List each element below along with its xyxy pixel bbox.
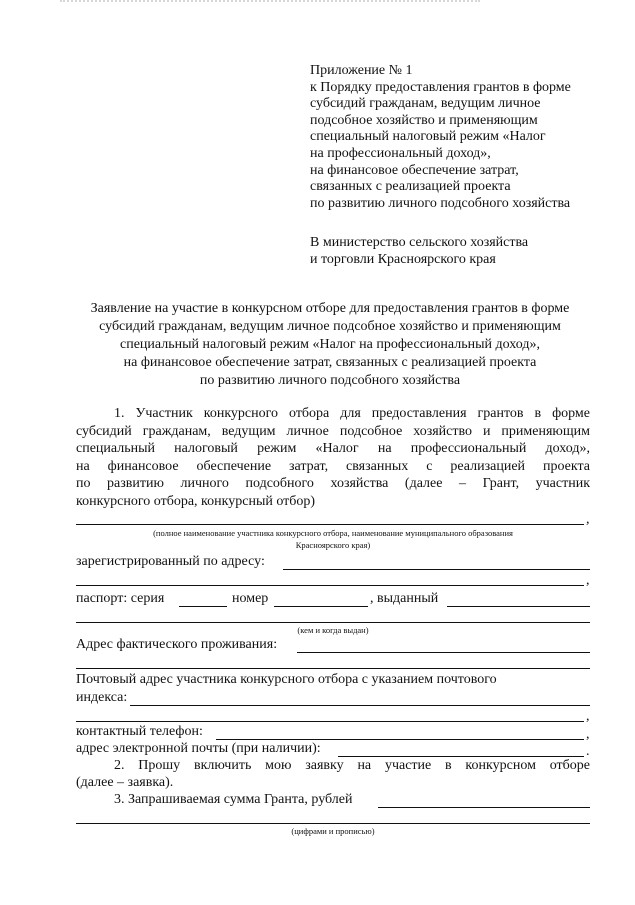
appendix-line: связанных с реализацией проекта: [310, 179, 511, 195]
actual-address-field[interactable]: [297, 652, 590, 653]
addressee: [310, 235, 610, 268]
actual-address-label: Адрес фактического проживания:: [76, 637, 278, 652]
title-line: Заявление на участие в конкурсном отборе для предоставления грантов в форме: [90, 301, 570, 316]
phone-field[interactable]: [216, 739, 584, 740]
comma: ,: [586, 573, 590, 588]
grant-amount-caption: (цифрами и прописью): [291, 826, 375, 836]
paragraph-line: конкурсного отбора, конкурсный отбор): [76, 493, 316, 509]
paragraph-1: [76, 405, 590, 510]
passport-number-label: номер: [232, 591, 269, 606]
title-line: специальный налоговый режим «Налог на профессиональный доход»,: [120, 337, 540, 352]
grant-amount-field[interactable]: [378, 807, 590, 808]
paragraph-line: по развитию личного подсобного хозяйства (далее – Грант, участник: [76, 476, 590, 491]
title-line: по развитию личного подсобного хозяйства: [199, 373, 461, 388]
comma: ,: [586, 512, 590, 527]
passport-number-field[interactable]: [274, 606, 368, 607]
document-title: [60, 300, 600, 390]
appendix-line: на профессиональный доход»,: [310, 145, 491, 161]
actual-address-field-2[interactable]: [76, 668, 590, 669]
passport-issued-field[interactable]: [447, 606, 590, 607]
grant-amount-label: 3. Запрашиваемая сумма Гранта, рублей: [114, 792, 353, 807]
passport-series-label: паспорт: серия: [76, 591, 165, 606]
grant-amount-field-2[interactable]: [76, 823, 590, 824]
postal-index-label: индекса:: [76, 690, 128, 705]
paragraph-line: субсидий гражданам, ведущим личное подсобное хозяйство и применяющим: [76, 423, 590, 439]
paragraph-2-line: (далее – заявка).: [76, 775, 174, 790]
postal-address-field[interactable]: [130, 705, 590, 706]
scan-artifact: [60, 0, 480, 6]
appendix-line: специальный налоговый режим «Налог: [310, 129, 546, 145]
appendix-line: к Порядку предоставления грантов в форме: [310, 79, 571, 95]
email-field[interactable]: [338, 756, 584, 757]
comma: ,: [586, 709, 590, 724]
appendix-line: по развитию личного подсобного хозяйства: [310, 195, 571, 211]
passport-issued-field-2[interactable]: [76, 622, 590, 623]
addressee-line: В министерство сельского хозяйства: [310, 235, 529, 250]
paragraph-line: 1. Участник конкурсного отбора для предоставления грантов в форме: [114, 406, 590, 421]
appendix-header: [310, 63, 610, 212]
participant-caption: (полное наименование участника конкурсного отбора, наименование муниципального образования: [153, 528, 513, 538]
passport-series-field[interactable]: [179, 606, 227, 607]
appendix-line: подсобное хозяйство и применяющим: [310, 112, 538, 128]
paragraph-2-line: 2. Прошу включить мою заявку на участие в конкурсном отборе: [114, 758, 590, 773]
passport-issued-label: , выданный: [370, 591, 439, 606]
addressee-line: и торговли Красноярского края: [310, 251, 496, 267]
registered-address-label: зарегистрированный по адресу:: [76, 554, 265, 569]
appendix-line: Приложение № 1: [310, 63, 413, 78]
issued-caption: (кем и когда выдан): [297, 625, 369, 635]
paragraph-line: специальный налоговый режим «Налог на профессиональный доход»,: [76, 441, 590, 456]
appendix-line: субсидий гражданам, ведущим личное: [310, 96, 541, 112]
title-line: субсидий гражданам, ведущим личное подсобное хозяйство и применяющим: [99, 319, 561, 334]
participant-name-field[interactable]: [76, 524, 584, 525]
email-label: адрес электронной почты (при наличии):: [76, 741, 321, 756]
registered-address-field-2[interactable]: [76, 585, 584, 586]
title-line: на финансовое обеспечение затрат, связанных с реализацией проекта: [123, 355, 537, 370]
registered-address-field[interactable]: [283, 569, 590, 570]
period: .: [586, 744, 590, 759]
phone-label: контактный телефон:: [76, 724, 203, 739]
postal-address-field-2[interactable]: [76, 721, 584, 722]
postal-address-label: Почтовый адрес участника конкурсного отбора с указанием почтового: [76, 672, 497, 687]
participant-caption: Красноярского края): [295, 540, 371, 550]
paragraph-line: на финансовое обеспечение затрат, связанных с реализацией проекта: [76, 458, 590, 474]
appendix-line: на финансовое обеспечение затрат,: [310, 162, 519, 178]
comma: ,: [586, 727, 590, 742]
